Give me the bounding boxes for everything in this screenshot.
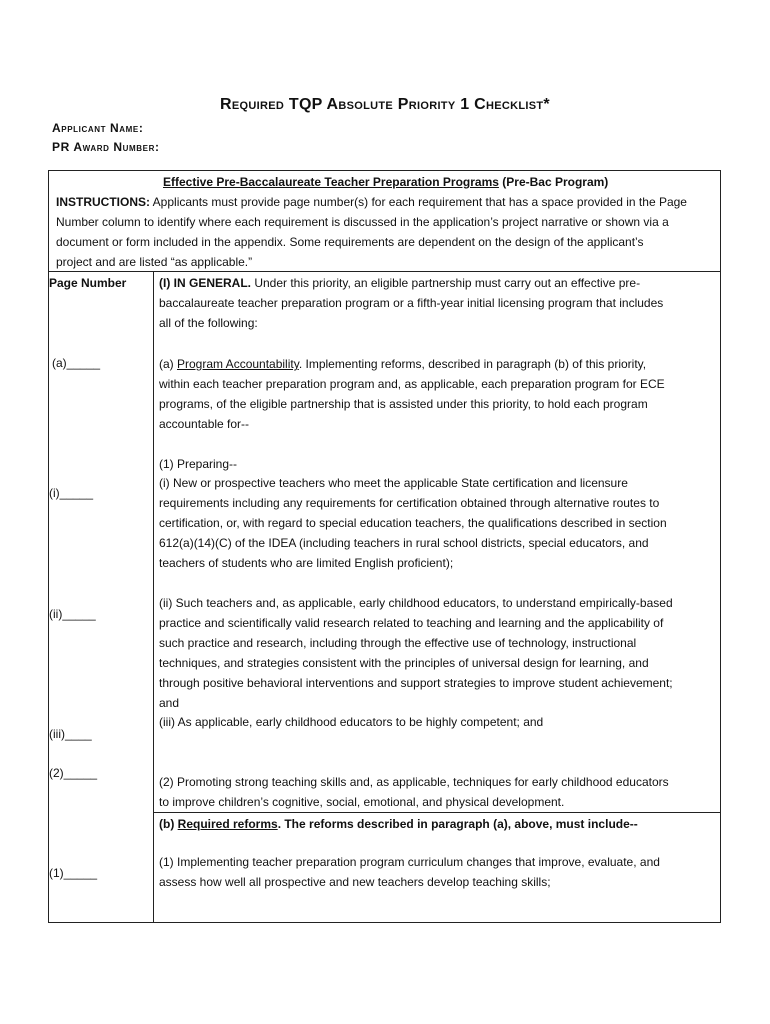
a-line-1 <box>159 354 646 374</box>
i-line-3: certification, or, with regard to special education teachers, the qualifications described in section <box>159 516 667 530</box>
instructions-line-4: project and are listed “as applicable.” <box>56 255 253 269</box>
a-text-1: . Implementing reforms, described in paragraph (b) of this priority, <box>298 357 647 371</box>
page-number-i[interactable]: (i)_____ <box>49 486 94 500</box>
instructions-text-1: Applicants must provide page number(s) for each requirement that has a space provided in the Page <box>150 195 687 209</box>
page-number-ii[interactable]: (ii)_____ <box>49 607 96 621</box>
i-line-4: 612(a)(14)(C) of the IDEA (including teachers in rural school districts, special educators, and <box>159 536 649 550</box>
a-line-3: programs, of the eligible partnership that is assisted under this priority, to hold each program <box>159 397 648 411</box>
ii-line-3: such practice and research, including through the effective use of technology, instructional <box>159 636 637 650</box>
general-line-2: baccalaureate teacher preparation program or a fifth-year initial licensing program that includes <box>159 296 664 310</box>
general-line-1 <box>159 273 640 293</box>
section-heading <box>163 172 608 192</box>
pr-award-number-label: PR Award Number: <box>52 140 160 154</box>
two-line-2: to improve children’s cognitive, social, emotional, and physical development. <box>159 795 565 809</box>
a-underlined: Program Accountability <box>177 357 299 371</box>
section-heading-underlined: Effective Pre-Baccalaureate Teacher Preparation Programs <box>163 175 499 189</box>
b-prefix: (b) <box>159 817 178 831</box>
instructions-label: INSTRUCTIONS: <box>56 195 150 209</box>
b-heading <box>159 814 638 834</box>
general-bold: (I) IN GENERAL. <box>159 276 251 290</box>
row-divider-b <box>153 812 720 813</box>
one-line-2: assess how well all prospective and new teachers develop teaching skills; <box>159 875 551 889</box>
a-line-2: within each teacher preparation program and, as applicable, each preparation program for ECE <box>159 377 665 391</box>
ii-line-4: techniques, and strategies consistent with the principles of universal design for learning, and <box>159 656 649 670</box>
page-number-iii[interactable]: (iii)____ <box>49 727 92 741</box>
i-line-5: teachers of students who are limited English proficient); <box>159 556 454 570</box>
preparing-line: (1) Preparing-- <box>159 457 238 471</box>
ii-line-6: and <box>159 696 180 710</box>
applicant-name-label: Applicant Name: <box>52 121 144 135</box>
page-number-a[interactable]: (a)_____ <box>52 356 101 370</box>
page-number-1[interactable]: (1)_____ <box>49 866 98 880</box>
column-divider <box>153 271 154 922</box>
i-line-1: (i) New or prospective teachers who meet the applicable State certification and licensure <box>159 476 628 490</box>
page-number-header: Page Number <box>49 276 127 290</box>
ii-line-5: through positive behavioral interventions and support strategies to improve student achievement; <box>159 676 673 690</box>
general-line-3: all of the following: <box>159 316 258 330</box>
instructions-line-2: Number column to identify where each requirement is discussed in the application’s project narrative or shown via a <box>56 215 669 229</box>
ii-line-1: (ii) Such teachers and, as applicable, early childhood educators, to understand empirically-based <box>159 596 673 610</box>
b-underlined: Required reforms <box>177 817 278 831</box>
instructions-line-1 <box>56 192 687 212</box>
iii-line: (iii) As applicable, early childhood educators to be highly competent; and <box>159 715 544 729</box>
i-line-2: requirements including any requirements for certification obtained through alternative routes to <box>159 496 660 510</box>
section-heading-rest: (Pre-Bac Program) <box>498 175 609 189</box>
a-line-4: accountable for-- <box>159 417 250 431</box>
one-line-1: (1) Implementing teacher preparation program curriculum changes that improve, evaluate, and <box>159 855 660 869</box>
document-title: Required TQP Absolute Priority 1 Checklist* <box>220 96 550 113</box>
a-prefix: (a) <box>159 357 177 371</box>
two-line-1: (2) Promoting strong teaching skills and, as applicable, techniques for early childhood educators <box>159 775 669 789</box>
general-text-1: Under this priority, an eligible partnership must carry out an effective pre- <box>251 276 641 290</box>
b-rest: . The reforms described in paragraph (a), above, must include-- <box>277 817 638 831</box>
page-number-2[interactable]: (2)_____ <box>49 766 98 780</box>
ii-line-2: practice and scientifically valid research related to teaching and learning and the applicability of <box>159 616 664 630</box>
instructions-line-3: document or form included in the appendix. Some requirements are dependent on the design of the applicant’s <box>56 235 644 249</box>
